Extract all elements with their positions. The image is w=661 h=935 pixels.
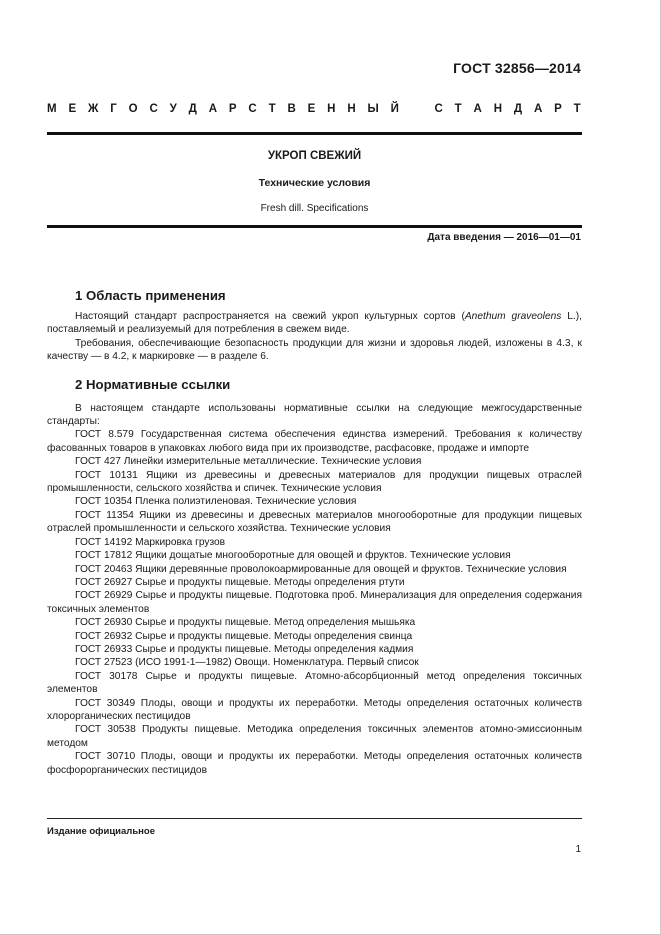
introduction-date: Дата введения — 2016—01—01 <box>427 232 581 243</box>
latin-name: Anethum graveolens <box>464 311 562 322</box>
page-number: 1 <box>575 844 581 855</box>
standard-type-letter: Г <box>110 103 117 115</box>
title-rule <box>47 225 582 228</box>
reference-item: ГОСТ 30178 Сырье и продукты пищевые. Атомно-абсорбционный метод определения токсичных элементов <box>47 670 582 696</box>
standard-type-letter: М <box>47 103 57 115</box>
section-2-heading: 2 Нормативные ссылки <box>75 376 231 392</box>
reference-item: ГОСТ 30538 Продукты пищевые. Методика определения токсичных элементов атомно-эмиссионным методом <box>47 724 582 749</box>
standard-type-letter: Й <box>390 103 399 115</box>
document-body <box>47 287 582 777</box>
standard-type-letter: Д <box>188 103 197 115</box>
standard-type-letter: Ж <box>87 103 99 115</box>
reference-item: ГОСТ 10354 Пленка полиэтиленовая. Технические условия <box>75 496 357 508</box>
reference-item: ГОСТ 427 Линейки измерительные металлические. Технические условия <box>75 456 422 468</box>
standard-type-letter: Т <box>268 103 276 115</box>
top-rule <box>47 132 582 135</box>
standard-type-letter: Р <box>554 103 562 115</box>
standard-type-letter: Н <box>493 103 503 115</box>
official-edition-label: Издание официальное <box>47 826 155 837</box>
section-1-text-b: L.), поставляемый и реализуемый для потребления в свежем виде. <box>47 311 582 336</box>
standard-type-letter: О <box>128 103 138 115</box>
reference-item: ГОСТ 26929 Сырье и продукты пищевые. Подготовка проб. Минерализация для определения содержания токсичных элементов <box>47 590 582 615</box>
standard-type-letter: Н <box>327 103 336 115</box>
reference-item: ГОСТ 26930 Сырье и продукты пищевые. Метод определения мышьяка <box>75 617 416 629</box>
standard-type-letter: В <box>287 103 296 115</box>
standard-type-letter: Т <box>573 103 581 115</box>
standard-type-letter: С <box>434 103 443 115</box>
standard-type-letter: Е <box>307 103 316 115</box>
reference-item: ГОСТ 26932 Сырье и продукты пищевые. Методы определения свинца <box>75 630 413 642</box>
document-number: ГОСТ 32856—2014 <box>453 60 581 76</box>
reference-item: ГОСТ 17812 Ящики дощатые многооборотные для овощей и фруктов. Технические условия <box>75 550 511 562</box>
standard-type-letter: Н <box>347 103 356 115</box>
reference-item: ГОСТ 30710 Плоды, овощи и продукты их переработки. Методы определения остаточных количеств фосфорорганических пестицидов <box>47 751 582 776</box>
standard-type-letter: У <box>169 103 177 115</box>
standard-type-letter: Т <box>454 103 462 115</box>
section-1-paragraph-2: Требования, обеспечивающие безопасность продукции для жизни и здоровья людей, изложены в 4.3, к качеству — в 4.2, к маркировке — в разделе 6. <box>47 337 582 363</box>
standard-type-heading <box>47 103 581 115</box>
english-title: Fresh dill. Specifications <box>260 203 369 214</box>
footer-rule <box>47 818 582 819</box>
section-1-text-a: Настоящий стандарт распространяется на свежий укроп культурных сортов ( <box>75 311 465 322</box>
document-subtitle: Технические условия <box>258 177 371 189</box>
reference-item: ГОСТ 14192 Маркировка грузов <box>75 536 226 548</box>
reference-item: ГОСТ 27523 (ИСО 1991-1—1982) Овощи. Номенклатура. Первый список <box>75 657 419 669</box>
standard-type-letter: А <box>533 103 543 115</box>
reference-item: ГОСТ 26933 Сырье и продукты пищевые. Методы определения кадмия <box>75 643 414 655</box>
reference-list <box>47 428 582 777</box>
standard-type-letter: А <box>473 103 482 115</box>
reference-item: ГОСТ 10131 Ящики из древесины и древесных материалов для продукции пищевых отраслей промышленности, сельского хозяйства и спичек. Технические условия <box>47 469 582 495</box>
section-2-intro: В настоящем стандарте использованы нормативные ссылки на следующие межгосударственные стандарты: <box>47 402 582 428</box>
standard-type-letter: Д <box>513 103 523 115</box>
section-1-paragraph-1 <box>47 310 582 337</box>
document-title: УКРОП СВЕЖИЙ <box>267 150 362 162</box>
standard-type-letter: С <box>149 103 158 115</box>
reference-item: ГОСТ 20463 Ящики деревянные проволокоармированные для овощей и фруктов. Технические условия <box>75 563 567 575</box>
standard-type-letter: А <box>208 103 218 115</box>
standard-type-letter: Е <box>68 103 77 115</box>
reference-item: ГОСТ 11354 Ящики из древесины и древесных материалов многооборотные для продукции пищевых отраслей промышленности и сельского хозяйства. Технические условия <box>47 509 582 535</box>
standard-type-letter: Р <box>228 103 237 115</box>
standard-type-letter: Ы <box>367 103 379 115</box>
standard-type-letter: С <box>248 103 257 115</box>
section-1-heading: 1 Область применения <box>75 288 226 303</box>
reference-item: ГОСТ 26927 Сырье и продукты пищевые. Методы определения ртути <box>75 576 405 588</box>
reference-item: ГОСТ 8.579 Государственная система обеспечения единства измерений. Требования к количеству фасованных товаров в упаковках любого вида при их производстве, расфасовке, продаже и импорте <box>47 429 582 454</box>
reference-item: ГОСТ 30349 Плоды, овощи и продукты их переработки. Методы определения остаточных количеств хлорорганических пестицидов <box>47 697 582 722</box>
